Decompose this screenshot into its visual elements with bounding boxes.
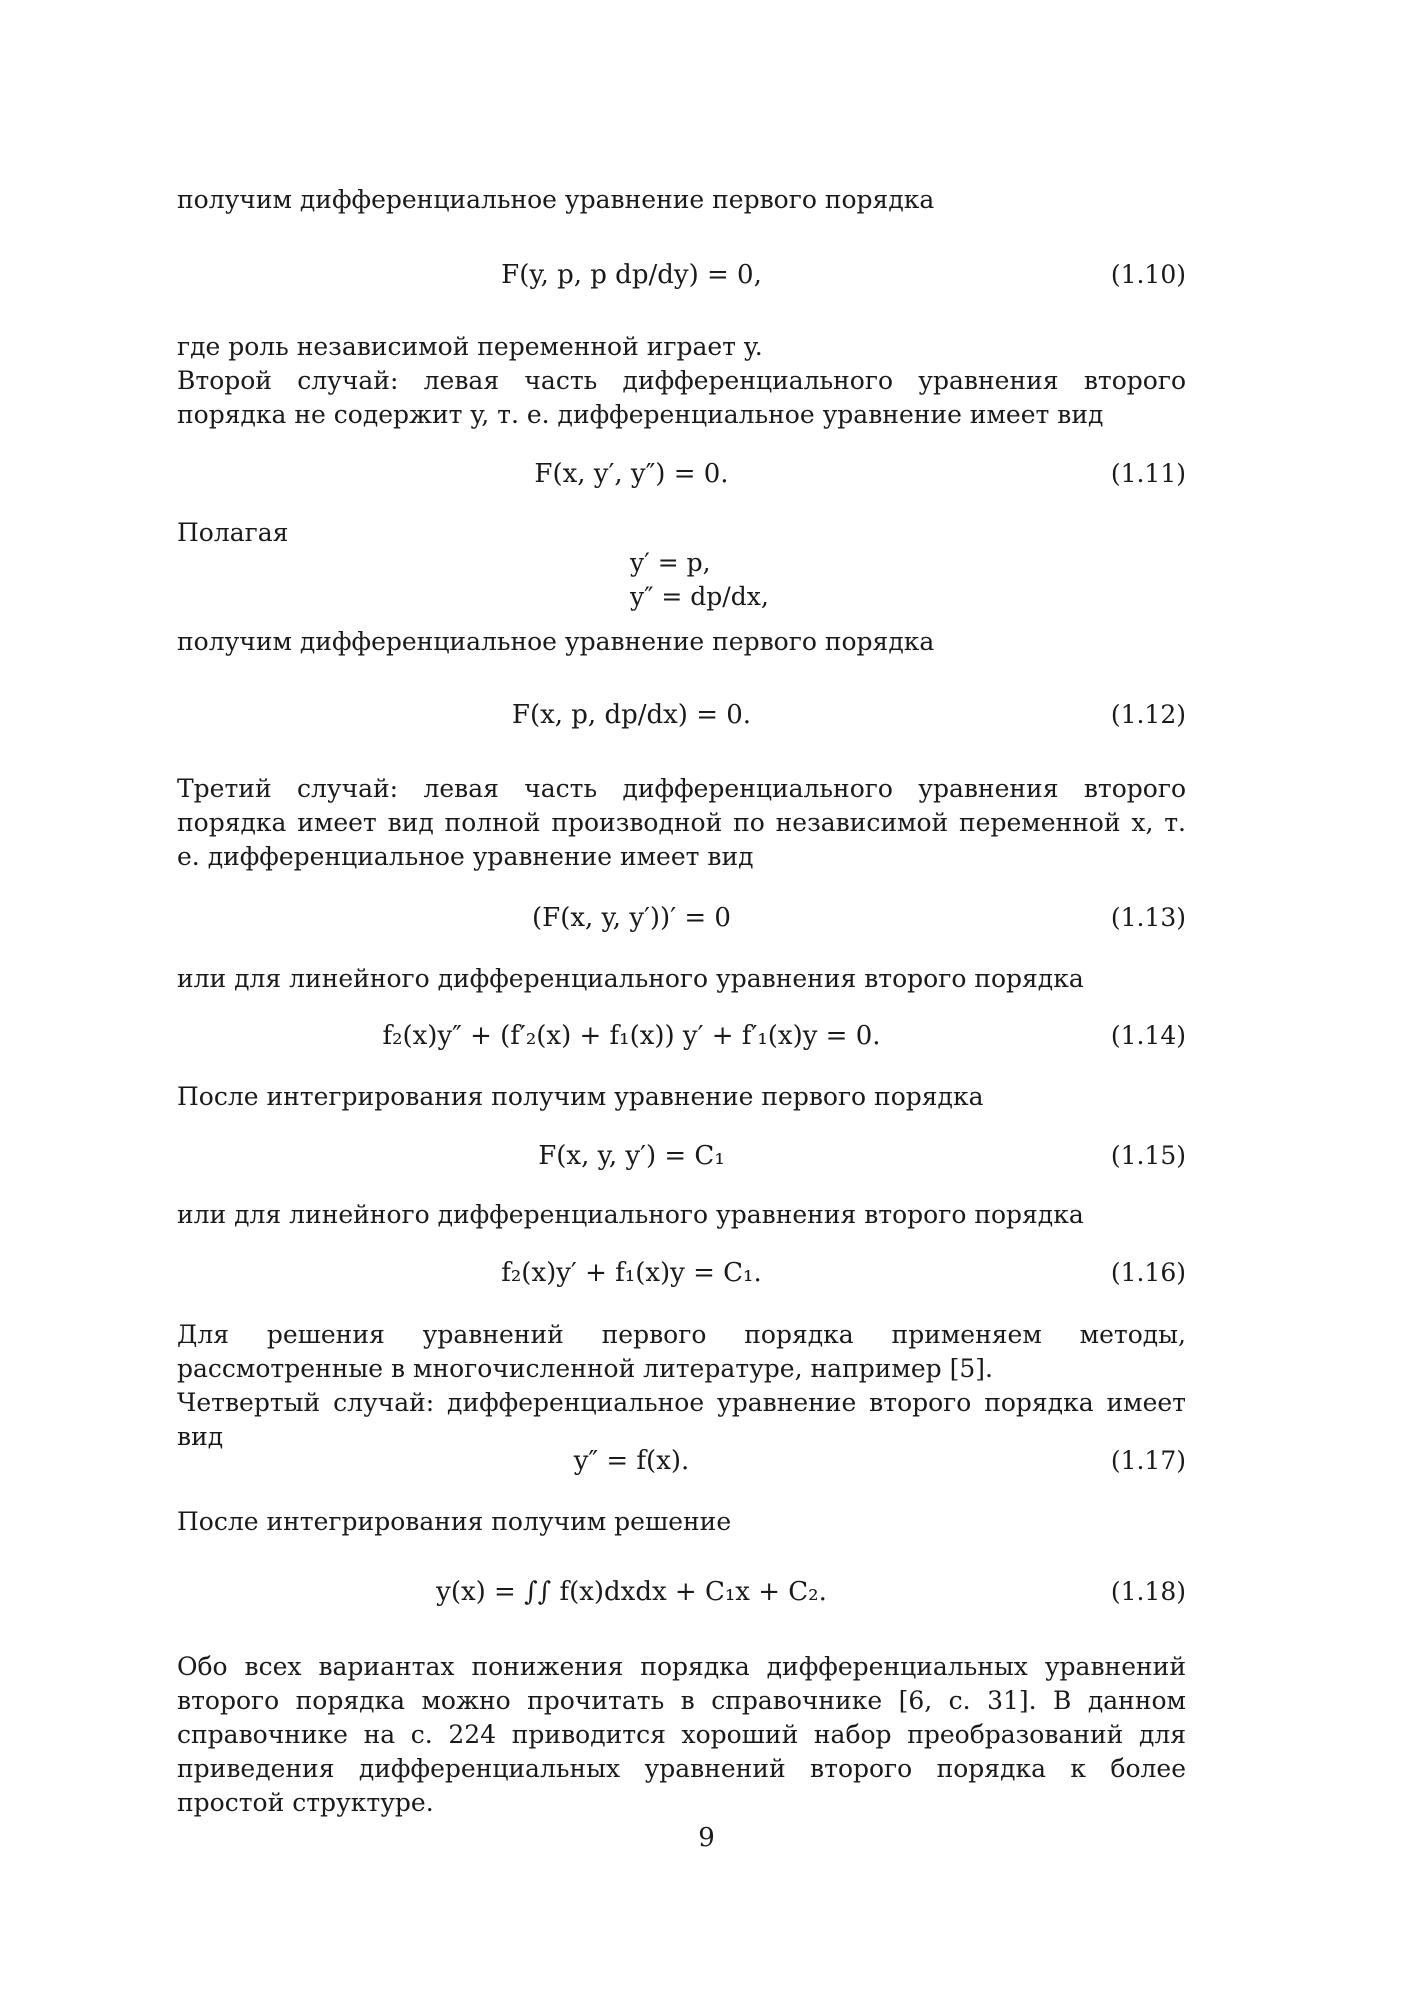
equation-formula: f₂(x)y′ + f₁(x)y = C₁. bbox=[501, 1258, 762, 1288]
paragraph: Для решения уравнений первого порядка применяем методы, рассмотренные в многочисленной литературе, например [5]. bbox=[177, 1320, 1186, 1383]
paragraph: Четвертый случай: дифференциальное уравнение второго порядка имеет вид bbox=[177, 1388, 1186, 1451]
equation-formula: F(x, p, dp/dx) = 0. bbox=[511, 700, 752, 730]
paragraph: где роль независимой переменной играет y. bbox=[177, 332, 763, 361]
paragraph: Полагая bbox=[177, 518, 289, 547]
paragraph: получим дифференциальное уравнение первого порядка bbox=[177, 627, 935, 656]
equation-number: (1.11) bbox=[1110, 459, 1186, 488]
equation-formula: (F(x, y, y′))′ = 0 bbox=[532, 903, 731, 933]
equation-number: (1.17) bbox=[1110, 1446, 1186, 1475]
paragraph: или для линейного дифференциального уравнения второго порядка bbox=[177, 1200, 1084, 1229]
equation-formula: F(x, y′, y″) = 0. bbox=[534, 459, 729, 489]
substitution-line-1: y′ = p, bbox=[630, 548, 711, 577]
equation-1-12 bbox=[177, 670, 1186, 760]
equation-1-11 bbox=[177, 444, 1186, 504]
paragraph: Обо всех вариантах понижения порядка дифференциальных уравнений второго порядка можно прочитать в справочнике [6, с. 31]. В данном справочнике на с. 224 приводится хороший набор преобразований для приведения дифференциальных уравнений второго порядка к более простой структуре. bbox=[177, 1652, 1186, 1817]
paragraph: После интегрирования получим уравнение первого порядка bbox=[177, 1082, 984, 1111]
paragraph: Третий случай: левая часть дифференциального уравнения второго порядка имеет вид полной производной по независимой переменной x, т. е. дифференциальное уравнение имеет вид bbox=[177, 774, 1186, 871]
equation-1-16 bbox=[177, 1243, 1186, 1303]
paragraph: Второй случай: левая часть дифференциального уравнения второго порядка не содержит y, т. е. дифференциальное уравнение имеет вид bbox=[177, 366, 1186, 429]
equation-1-18 bbox=[177, 1547, 1186, 1637]
equation-number: (1.15) bbox=[1110, 1141, 1186, 1170]
equation-number: (1.10) bbox=[1110, 260, 1186, 289]
equation-number: (1.18) bbox=[1110, 1577, 1186, 1606]
equation-number: (1.14) bbox=[1110, 1021, 1186, 1050]
equation-formula: F(y, p, p dp/dy) = 0, bbox=[501, 260, 762, 290]
equation-1-10 bbox=[177, 230, 1186, 320]
page-number: 9 bbox=[698, 1823, 715, 1853]
paragraph: получим дифференциальное уравнение первого порядка bbox=[177, 185, 935, 214]
paragraph: После интегрирования получим решение bbox=[177, 1507, 732, 1536]
equation-formula: f₂(x)y″ + (f′₂(x) + f₁(x)) y′ + f′₁(x)y = 0. bbox=[382, 1021, 881, 1051]
equation-1-13 bbox=[177, 888, 1186, 948]
paragraph: или для линейного дифференциального уравнения второго порядка bbox=[177, 964, 1084, 993]
equation-formula: y″ = f(x). bbox=[573, 1446, 690, 1476]
equation-formula: y(x) = ∫∫ f(x)dxdx + C₁x + C₂. bbox=[436, 1577, 827, 1607]
equation-number: (1.12) bbox=[1110, 700, 1186, 729]
equation-number: (1.16) bbox=[1110, 1258, 1186, 1287]
equation-formula: F(x, y, y′) = C₁ bbox=[538, 1141, 725, 1171]
equation-1-17 bbox=[177, 1431, 1186, 1491]
equation-1-14 bbox=[177, 1006, 1186, 1066]
equation-1-15 bbox=[177, 1126, 1186, 1186]
equation-number: (1.13) bbox=[1110, 903, 1186, 932]
substitution-line-2: y″ = dp/dx, bbox=[630, 582, 769, 611]
